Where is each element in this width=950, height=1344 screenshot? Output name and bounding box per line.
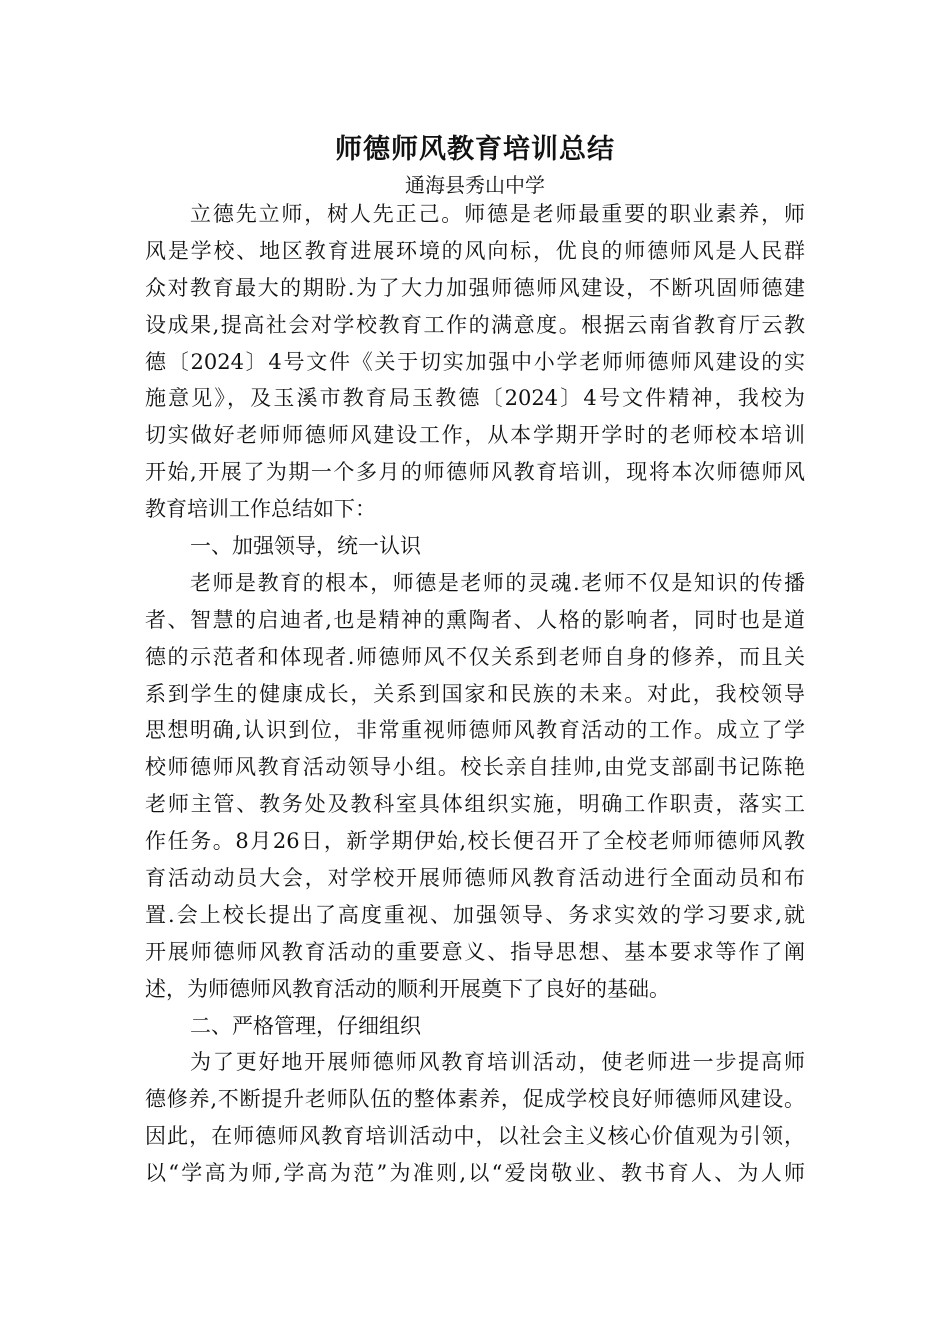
body-line: 风是学校、地区教育进展环境的风向标，优良的师德师风是人民群 [145,238,805,263]
body-line: 因此，在师德师风教育培训活动中，以社会主义核心价值观为引领， [145,1124,805,1149]
body-line: 校师德师风教育活动领导小组。校长亲自挂帅,由党支部副书记陈艳 [145,755,805,780]
body-line: 教育培训工作总结如下： [145,497,376,522]
body-line: 德〔2024〕4号文件《关于切实加强中小学老师师德师风建设的实 [145,349,805,374]
body-line: 设成果,提高社会对学校教育工作的满意度。根据云南省教育厅云教 [145,312,805,337]
body-line: 开始,开展了为期一个多月的师德师风教育培训，现将本次师德师风 [145,460,805,485]
body-line: 施意见》，及玉溪市教育局玉教德〔2024〕4号文件精神，我校为 [145,386,805,411]
document-body [145,196,805,1192]
document-title: 师德师风教育培训总结 [335,134,615,165]
document-subtitle: 通海县秀山中学 [405,173,545,197]
body-line: 以“学高为师,学高为范”为准则,以“爱岗敬业、教书育人、为人师 [145,1161,805,1186]
body-line: 思想明确,认识到位，非常重视师德师风教育活动的工作。成立了学 [145,718,805,743]
body-line: 开展师德师风教育活动的重要意义、指导思想、基本要求等作了阐 [145,939,805,964]
body-line: 者、智慧的启迪者,也是精神的熏陶者、人格的影响者，同时也是道 [145,607,805,632]
body-line: 德修养,不断提升老师队伍的整体素养，促成学校良好师德师风建设。 [145,1087,805,1112]
body-line: 德的示范者和体现者.师德师风不仅关系到老师自身的修养，而且关 [145,644,805,669]
body-line: 述，为师德师风教育活动的顺利开展奠下了良好的基础。 [145,976,670,1001]
body-line: 作任务。8月26日，新学期伊始,校长便召开了全校老师师德师风教 [145,829,805,854]
body-line: 切实做好老师师德师风建设工作，从本学期开学时的老师校本培训 [145,423,805,448]
body-line: 一、加强领导，统一认识 [190,534,421,559]
body-line: 育活动动员大会，对学校开展师德师风教育活动进行全面动员和布 [145,866,805,891]
body-line: 老师主管、教务处及教科室具体组织实施，明确工作职责，落实工 [145,792,805,817]
body-line: 为了更好地开展师德师风教育培训活动，使老师进一步提高师 [190,1050,805,1075]
body-line: 众对教育最大的期盼.为了大力加强师德师风建设，不断巩固师德建 [145,275,805,300]
body-line: 置.会上校长提出了高度重视、加强领导、务求实效的学习要求,就 [145,902,805,927]
body-line: 老师是教育的根本，师德是老师的灵魂.老师不仅是知识的传播 [190,570,805,595]
body-line: 二、严格管理，仔细组织 [190,1013,421,1038]
body-line: 立德先立师，树人先正己。师德是老师最重要的职业素养，师 [190,202,805,226]
body-line: 系到学生的健康成长，关系到国家和民族的未来。对此，我校领导 [145,681,805,706]
